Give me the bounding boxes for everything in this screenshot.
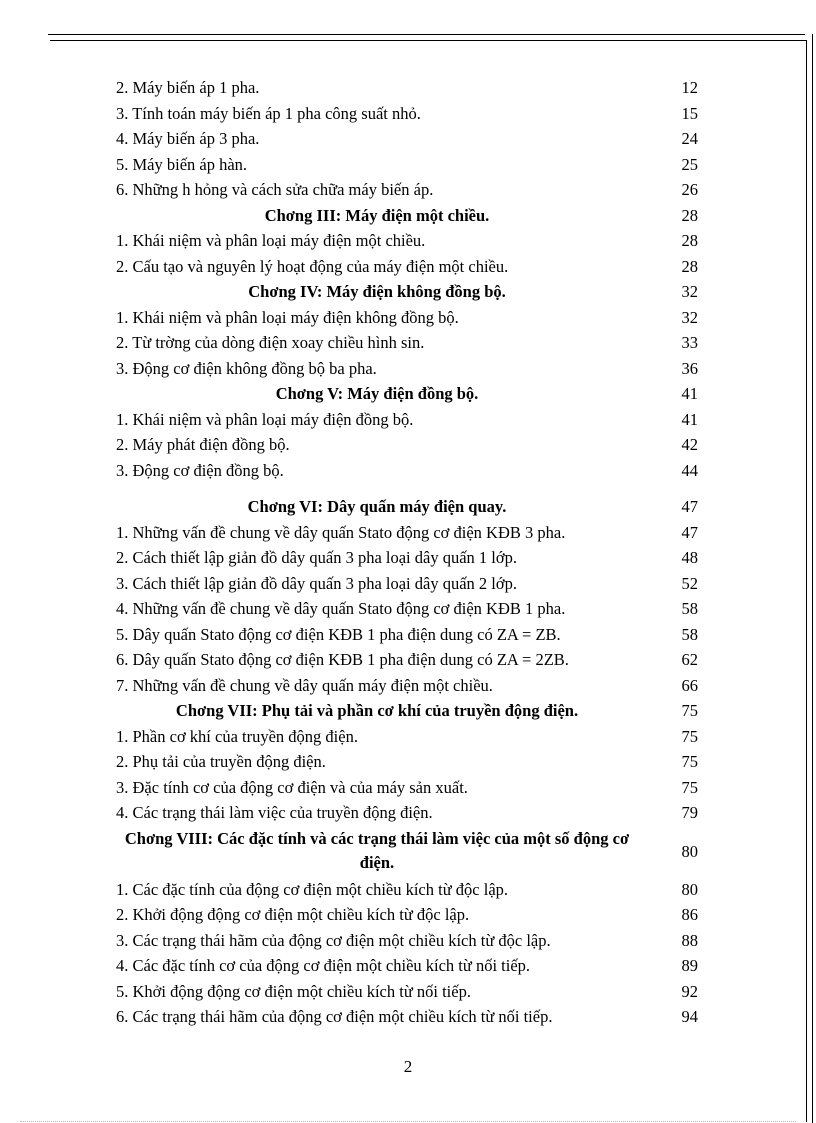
toc-page-number: 36 bbox=[681, 358, 698, 378]
toc-entry bbox=[116, 749, 698, 775]
toc-entry bbox=[116, 647, 698, 673]
toc-entry-title: 3. Tính toán máy biến áp 1 pha công suất nhỏ. bbox=[116, 103, 421, 123]
toc-entry-title: 3. Động cơ điện không đồng bộ ba pha. bbox=[116, 358, 377, 378]
toc-entry bbox=[116, 698, 698, 724]
toc-page-number: 88 bbox=[681, 930, 698, 950]
toc-entry bbox=[116, 177, 698, 203]
toc-entry bbox=[116, 673, 698, 699]
toc-entry bbox=[116, 571, 698, 597]
toc-entry bbox=[116, 203, 698, 229]
toc-page-number: 48 bbox=[681, 548, 698, 567]
toc-entry-title: 7. Những vấn đề chung về dây quấn máy điện một chiều. bbox=[116, 675, 493, 695]
toc-entry-title: 1. Các đặc tính của động cơ điện một chiều kích từ độc lập. bbox=[116, 879, 509, 899]
toc-page-number: 92 bbox=[681, 981, 698, 1001]
toc-page-number: 75 bbox=[681, 726, 698, 746]
toc-page-number: 25 bbox=[681, 154, 698, 174]
toc-entry bbox=[116, 596, 698, 622]
toc-entry bbox=[116, 1004, 698, 1030]
toc-page-number: 24 bbox=[681, 129, 698, 148]
toc-page-number: 15 bbox=[681, 103, 698, 123]
toc-entry-title: 4. Những vấn đề chung về dây quấn Stato động cơ điện KĐB 1 pha. bbox=[116, 599, 566, 618]
toc-entry bbox=[116, 902, 698, 928]
toc-entry bbox=[116, 877, 698, 903]
toc-entry-title: 6. Các trạng thái hãm của động cơ điện một chiều kích từ nối tiếp. bbox=[116, 1007, 553, 1026]
toc-page-number: 41 bbox=[681, 409, 698, 429]
toc-entry-title: 2. Từ trờng của dòng điện xoay chiều hình sin. bbox=[116, 333, 425, 352]
toc-entry bbox=[116, 432, 698, 458]
toc-page-number: 80 bbox=[681, 879, 698, 899]
toc-entry bbox=[116, 381, 698, 407]
toc-page-number: 66 bbox=[681, 675, 698, 695]
toc-entry bbox=[116, 520, 698, 546]
toc-entry-title: 5. Máy biến áp hàn. bbox=[116, 154, 248, 174]
toc-page-number: 47 bbox=[681, 497, 698, 516]
toc-entry bbox=[116, 800, 698, 826]
toc-page-number: 62 bbox=[681, 650, 698, 669]
toc-page-number: 58 bbox=[681, 599, 698, 618]
toc-entry-title: 3. Các trạng thái hãm của động cơ điện một chiều kích từ độc lập. bbox=[116, 930, 551, 950]
toc-entry bbox=[116, 330, 698, 356]
toc-page-number: 41 bbox=[681, 384, 698, 403]
toc-entry bbox=[116, 407, 698, 433]
toc-entry bbox=[116, 494, 698, 520]
toc-entry-title: 6. Dây quấn Stato động cơ điện KĐB 1 pha điện dung có ZA = 2ZB. bbox=[116, 650, 569, 669]
toc-page-number: 80 bbox=[681, 841, 698, 861]
toc-entry-title: 3. Đặc tính cơ của động cơ điện và của máy sản xuất. bbox=[116, 777, 468, 797]
page-number: 2 bbox=[403, 1057, 413, 1076]
toc-page-number: 47 bbox=[681, 522, 698, 542]
toc-page-number: 32 bbox=[681, 282, 698, 301]
toc-page-number: 89 bbox=[681, 956, 698, 975]
toc-page-number: 33 bbox=[681, 333, 698, 352]
toc-chapter-title: Chơng VII: Phụ tải và phần cơ khí của truyền động điện. bbox=[175, 701, 579, 720]
toc-page-number: 79 bbox=[681, 803, 698, 822]
toc-entry bbox=[116, 305, 698, 331]
table-of-contents bbox=[116, 75, 698, 1030]
toc-entry-title: 5. Dây quấn Stato động cơ điện KĐB 1 pha điện dung có ZA = ZB. bbox=[116, 624, 561, 644]
toc-chapter-title: Chơng V: Máy điện đồng bộ. bbox=[275, 384, 479, 403]
toc-entry bbox=[116, 75, 698, 101]
toc-chapter-title: Chơng IV: Máy điện không đồng bộ. bbox=[248, 282, 506, 301]
toc-page-number: 75 bbox=[681, 701, 698, 720]
toc-entry bbox=[116, 724, 698, 750]
toc-entry-title: 3. Cách thiết lập giản đồ dây quấn 3 pha loại dây quấn 2 lớp. bbox=[116, 573, 517, 593]
toc-entry bbox=[116, 356, 698, 382]
toc-page-number: 32 bbox=[681, 307, 698, 327]
toc-entry bbox=[116, 458, 698, 484]
toc-entry-title: 4. Các trạng thái làm việc của truyền động điện. bbox=[116, 803, 433, 822]
toc-entry-title: 4. Các đặc tính cơ của động cơ điện một chiều kích từ nối tiếp. bbox=[116, 956, 531, 975]
toc-entry bbox=[116, 826, 698, 877]
toc-entry-title: 1. Khái niệm và phân loại máy điện không đồng bộ. bbox=[116, 307, 459, 327]
toc-entry-title: 2. Cách thiết lập giản đồ dây quấn 3 pha loại dây quấn 1 lớp. bbox=[116, 548, 517, 567]
toc-chapter-title: Chơng III: Máy điện một chiều. bbox=[264, 205, 490, 225]
toc-chapter-title: Chơng VIII: Các đặc tính và các trạng thái làm việc của một số động cơ điện. bbox=[124, 828, 630, 872]
toc-entry bbox=[116, 545, 698, 571]
toc-entry bbox=[116, 622, 698, 648]
toc-page-number: 94 bbox=[681, 1007, 698, 1026]
toc-entry bbox=[116, 979, 698, 1005]
toc-page-number: 12 bbox=[681, 78, 698, 97]
toc-entry-title: 2. Cấu tạo và nguyên lý hoạt động của máy điện một chiều. bbox=[116, 256, 509, 276]
toc-entry-title: 2. Máy phát điện đồng bộ. bbox=[116, 435, 290, 454]
toc-page-number: 75 bbox=[681, 777, 698, 797]
toc-entry-title: 3. Động cơ điện đồng bộ. bbox=[116, 460, 284, 480]
toc-entry bbox=[116, 101, 698, 127]
page-bottom-edge bbox=[20, 1121, 796, 1122]
toc-entry bbox=[116, 152, 698, 178]
toc-page-number: 86 bbox=[681, 905, 698, 924]
toc-entry bbox=[116, 254, 698, 280]
toc-page-number: 75 bbox=[681, 752, 698, 771]
toc-page-number: 28 bbox=[681, 231, 698, 250]
toc-entry-title: 1. Phần cơ khí của truyền động điện. bbox=[116, 726, 358, 746]
toc-chapter-title: Chơng VI: Dây quấn máy điện quay. bbox=[247, 497, 507, 516]
toc-entry bbox=[116, 953, 698, 979]
toc-entry-title: 5. Khởi động động cơ điện một chiều kích từ nối tiếp. bbox=[116, 981, 471, 1001]
toc-page-number: 42 bbox=[681, 435, 698, 454]
toc-entry-title: 1. Khái niệm và phân loại máy điện một chiều. bbox=[116, 231, 426, 250]
toc-entry-title: 6. Những h hỏng và cách sửa chữa máy biến áp. bbox=[116, 180, 434, 199]
toc-entry bbox=[116, 775, 698, 801]
toc-entry bbox=[116, 126, 698, 152]
toc-entry-title: 4. Máy biến áp 3 pha. bbox=[116, 129, 260, 148]
toc-entry-title: 2. Phụ tải của truyền động điện. bbox=[116, 752, 326, 771]
toc-entry bbox=[116, 228, 698, 254]
toc-page-number: 44 bbox=[681, 460, 698, 480]
toc-page-number: 26 bbox=[681, 180, 698, 199]
toc-entry-title: 1. Khái niệm và phân loại máy điện đồng bộ. bbox=[116, 409, 414, 429]
toc-entry bbox=[116, 928, 698, 954]
toc-page-number: 28 bbox=[681, 256, 698, 276]
toc-entry-title: 2. Khởi động động cơ điện một chiều kích từ độc lập. bbox=[116, 905, 470, 924]
toc-entry-title: 1. Những vấn đề chung về dây quấn Stato động cơ điện KĐB 3 pha. bbox=[116, 522, 566, 542]
toc-page-number: 58 bbox=[681, 624, 698, 644]
toc-entry bbox=[116, 279, 698, 305]
toc-entry-title: 2. Máy biến áp 1 pha. bbox=[116, 78, 260, 97]
toc-page-number: 52 bbox=[681, 573, 698, 593]
toc-page-number: 28 bbox=[681, 205, 698, 225]
